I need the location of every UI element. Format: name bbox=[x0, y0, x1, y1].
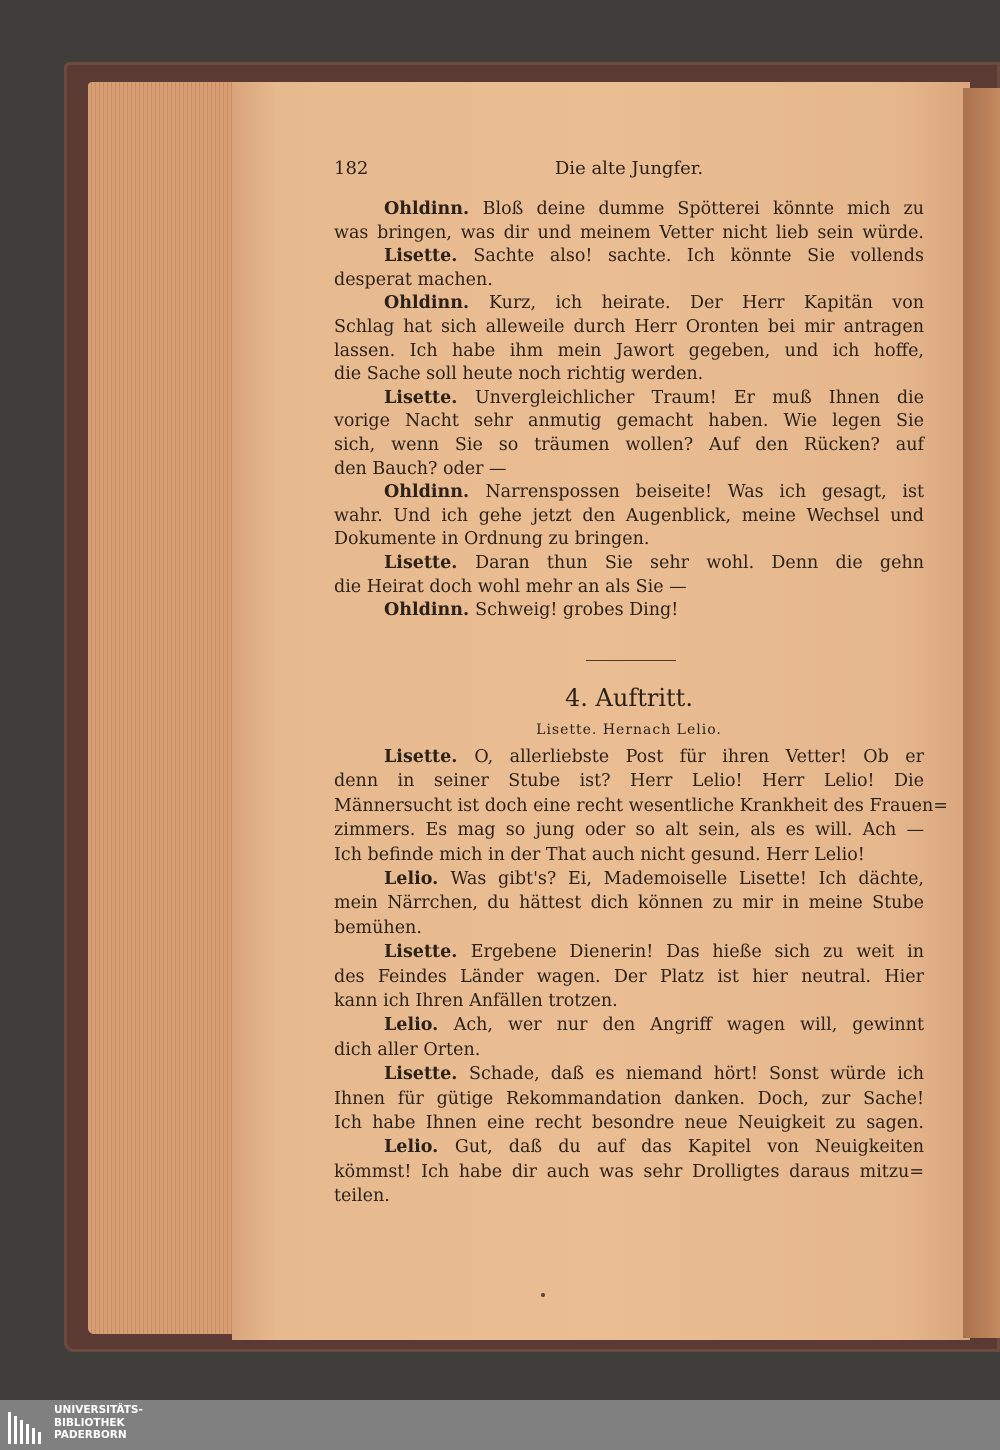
text-line bbox=[334, 434, 924, 456]
speaker-name: Lelio. bbox=[384, 1137, 455, 1158]
speech-line bbox=[334, 198, 924, 220]
line-text: Männersucht ist doch eine recht wesentliche Krankheit des Frauen= bbox=[334, 795, 948, 816]
line-text: O, allerliebste Post für ihren Vetter! Ob er bbox=[474, 747, 924, 767]
speaker-name: Ohldinn. bbox=[384, 293, 489, 314]
text-line bbox=[334, 1161, 924, 1183]
speaker-name: Lisette. bbox=[384, 387, 475, 408]
line-text: teilen. bbox=[334, 1186, 390, 1207]
line-text: Ach, wer nur den Angriff wagen will, gewinnt bbox=[453, 1015, 924, 1036]
running-title: Die alte Jungfer. bbox=[554, 158, 704, 179]
text-line bbox=[334, 363, 924, 385]
line-text: Schade, daß es niemand hört! Sonst würde ich bbox=[469, 1064, 924, 1085]
text-line bbox=[334, 222, 924, 244]
speaker-name: Lisette. bbox=[384, 246, 474, 267]
text-line bbox=[334, 1039, 924, 1061]
text-line bbox=[334, 340, 924, 362]
library-name bbox=[54, 1404, 143, 1442]
speaker-name: Lisette. bbox=[384, 942, 471, 963]
line-text: was bringen, was dir und meinem Vetter nicht lieb sein würde. bbox=[334, 222, 924, 243]
line-text: Bloß deine dumme Spötterei könnte mich zu bbox=[482, 199, 924, 219]
line-text: Sachte also! sachte. Ich könnte Sie vollends bbox=[473, 246, 924, 267]
facing-page-edge bbox=[963, 88, 1000, 1338]
speaker-name: Lisette. bbox=[384, 747, 475, 767]
text-line bbox=[334, 917, 924, 939]
text-line bbox=[334, 528, 924, 550]
text-line bbox=[334, 410, 924, 432]
page-speck bbox=[541, 1293, 545, 1297]
line-text: kann ich Ihren Anfällen trotzen. bbox=[334, 991, 618, 1011]
line-text: die Sache soll heute noch richtig werden. bbox=[334, 364, 704, 385]
line-text: dich aller Orten. bbox=[334, 1039, 481, 1060]
scene-title: 4. Auftritt. bbox=[565, 684, 693, 712]
library-logo-icon bbox=[6, 1406, 46, 1446]
line-text: Gut, daß du auf das Kapitel von Neuigkeiten bbox=[454, 1137, 924, 1158]
text-line bbox=[334, 819, 924, 841]
line-text: desperat machen. bbox=[334, 269, 493, 290]
line-text: vorige Nacht sehr anmutig gemacht haben. Wie legen Sie bbox=[334, 411, 924, 432]
speaker-name: Ohldinn. bbox=[384, 199, 483, 219]
line-text: Kurz, ich heirate. Der Herr Kapitän von bbox=[488, 293, 924, 314]
line-text: denn in seiner Stube ist? Herr Lelio! Herr Lelio! Die bbox=[334, 771, 924, 792]
library-name-line: PADERBORN bbox=[54, 1429, 127, 1441]
text-line bbox=[334, 458, 924, 480]
line-text: Ergebene Dienerin! Das hieße sich zu weit in bbox=[470, 942, 924, 963]
page-number: 182 bbox=[334, 158, 369, 179]
speaker-name: Ohldinn. bbox=[384, 482, 486, 503]
speech-line bbox=[334, 245, 924, 267]
page-edges bbox=[88, 82, 248, 1334]
page-header bbox=[334, 158, 924, 184]
line-text: zimmers. Es mag so jung oder so alt sein, als es will. Ach — bbox=[334, 820, 924, 841]
line-text: Ihnen für gütige Rekommandation danken. Doch, zur Sache! bbox=[334, 1088, 924, 1109]
line-text: bemühen. bbox=[334, 917, 422, 938]
line-text: des Feindes Länder wagen. Der Platz ist hier neutral. Hier bbox=[334, 966, 924, 987]
text-line bbox=[334, 576, 924, 598]
line-text: Unvergleichlicher Traum! Er muß Ihnen die bbox=[474, 387, 924, 408]
text-line bbox=[334, 1088, 924, 1110]
text-line bbox=[334, 505, 924, 527]
text-line bbox=[334, 795, 948, 817]
speech-line bbox=[334, 387, 924, 409]
text-line bbox=[334, 892, 924, 914]
speech-line bbox=[334, 868, 924, 890]
speech-line bbox=[334, 481, 924, 503]
line-text: Schlag hat sich alleweile durch Herr Oronten bei mir antragen bbox=[334, 317, 924, 337]
section-divider bbox=[586, 660, 676, 661]
text-line bbox=[334, 770, 924, 792]
speech-line bbox=[334, 1063, 924, 1085]
text-line bbox=[334, 1112, 924, 1134]
speaker-name: Lisette. bbox=[384, 1064, 470, 1085]
line-text: Daran thun Sie sehr wohl. Denn die gehn bbox=[475, 553, 924, 573]
speaker-name: Lelio. bbox=[384, 1015, 454, 1036]
line-text: lassen. Ich habe ihm mein Jawort gegeben, und ich hoffe, bbox=[334, 340, 924, 361]
text-line bbox=[334, 316, 924, 338]
line-text: mein Närrchen, du hättest dich können zu mir in meine Stube bbox=[334, 893, 924, 914]
library-name-line: BIBLIOTHEK bbox=[54, 1416, 125, 1429]
stage-direction: Lisette. Hernach Lelio. bbox=[536, 722, 722, 738]
line-text: Narrenspossen beiseite! Was ich gesagt, ist bbox=[485, 482, 924, 503]
speech-line bbox=[334, 941, 924, 963]
speaker-name: Lelio. bbox=[384, 869, 451, 889]
speech-line bbox=[334, 746, 924, 768]
speaker-name: Ohldinn. bbox=[384, 600, 476, 621]
line-text: Was gibt's? Ei, Mademoiselle Lisette! Ich dächte, bbox=[450, 869, 924, 889]
speech-line bbox=[334, 1014, 924, 1036]
line-text: Dokumente in Ordnung zu bringen. bbox=[334, 529, 650, 550]
line-text: kömmst! Ich habe dir auch was sehr Drolligtes daraus mitzu= bbox=[334, 1161, 924, 1182]
text-line bbox=[334, 269, 924, 291]
speech-line bbox=[334, 552, 924, 574]
line-text: Ich habe Ihnen eine recht besondre neue Neuigkeit zu sagen. bbox=[334, 1113, 924, 1133]
text-line bbox=[334, 966, 924, 988]
library-name-line: UNIVERSITÄTS- bbox=[54, 1404, 143, 1416]
speech-line bbox=[334, 1136, 924, 1158]
library-footer bbox=[0, 1400, 1000, 1450]
text-line bbox=[334, 844, 924, 866]
line-text: wahr. Und ich gehe jetzt den Augenblick, meine Wechsel und bbox=[334, 505, 924, 526]
line-text: die Heirat doch wohl mehr an als Sie — bbox=[334, 576, 687, 597]
line-text: den Bauch? oder — bbox=[334, 458, 507, 479]
speaker-name: Lisette. bbox=[384, 553, 476, 573]
text-line bbox=[334, 990, 924, 1012]
line-text: sich, wenn Sie so träumen wollen? Auf den Rücken? auf bbox=[334, 435, 924, 455]
line-text: Schweig! grobes Ding! bbox=[475, 600, 679, 621]
text-line bbox=[334, 1185, 924, 1207]
line-text: Ich befinde mich in der That auch nicht gesund. Herr Lelio! bbox=[334, 844, 865, 865]
speech-line bbox=[334, 292, 924, 314]
speech-line bbox=[334, 599, 924, 621]
